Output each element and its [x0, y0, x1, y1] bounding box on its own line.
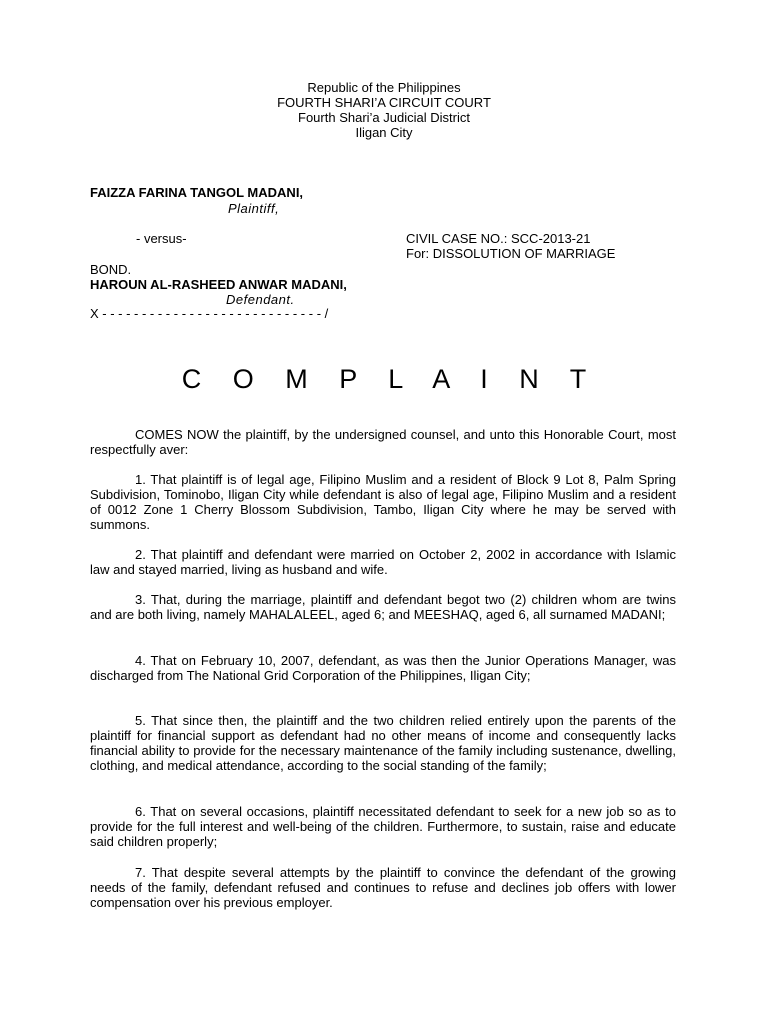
paragraph-7: 7. That despite several attempts by the plaintiff to convince the defendant of the growing needs of the family, defendant refused and continues to refuse and declines job offers with lower compensation over his previous employer. — [90, 865, 676, 910]
document-title: C O M P L A I N T — [181, 364, 599, 394]
paragraph-5: 5. That since then, the plaintiff and the two children relied entirely upon the parents of the plaintiff for financial support as defendant had no other means of income and consequently lacks financial ability to provide for the necessary maintenance of the family including sustenance, dwelling, clothing, and medical attendance, according to the social standing of the family; — [90, 713, 676, 773]
court-header-court-name: FOURTH SHARI’A CIRCUIT COURT — [277, 95, 491, 110]
case-nature: For: DISSOLUTION OF MARRIAGE — [406, 246, 616, 261]
paragraph-2: 2. That plaintiff and defendant were married on October 2, 2002 in accordance with Islamic law and stayed married, living as husband and wife. — [90, 547, 676, 577]
paragraph-4: 4. That on February 10, 2007, defendant, as was then the Junior Operations Manager, was discharged from The National Grid Corporation of the Philippines, Iligan City; — [90, 653, 676, 683]
plaintiff-role: Plaintiff, — [228, 201, 280, 216]
bond-label: BOND. — [90, 262, 132, 277]
versus-label: - versus- — [136, 231, 187, 246]
court-header-republic: Republic of the Philippines — [307, 80, 461, 95]
paragraph-3: 3. That, during the marriage, plaintiff and defendant begot two (2) children whom are twins and are both living, namely MAHALALEEL, aged 6; and MEESHAQ, aged 6, all surnamed MADANI; — [90, 592, 676, 622]
court-header-district: Fourth Shari’a Judicial District — [298, 110, 470, 125]
intro-paragraph: COMES NOW the plaintiff, by the undersigned counsel, and unto this Honorable Court, most respectfully aver: — [90, 427, 676, 457]
paragraph-1: 1. That plaintiff is of legal age, Filipino Muslim and a resident of Block 9 Lot 8, Palm Spring Subdivision, Tominobo, Iligan City while defendant is also of legal age, Filipino Muslim and a resident of 0012 Zone 1 Cherry Blossom Subdivision, Tambo, Iligan City where he may be served with summons. — [90, 472, 676, 532]
defendant-name: HAROUN AL-RASHEED ANWAR MADANI, — [90, 277, 347, 292]
paragraph-6: 6. That on several occasions, plaintiff necessitated defendant to seek for a new job so as to provide for the full interest and well-being of the children. Furthermore, to sustain, raise and educate said children properly; — [90, 804, 676, 849]
case-number: CIVIL CASE NO.: SCC-2013-21 — [406, 231, 591, 246]
caption-separator: X - - - - - - - - - - - - - - - - - - - - - - - - - - - - / — [90, 306, 329, 321]
plaintiff-name: FAIZZA FARINA TANGOL MADANI, — [90, 185, 304, 200]
court-header-city: Iligan City — [355, 125, 413, 140]
defendant-role: Defendant. — [226, 292, 295, 307]
